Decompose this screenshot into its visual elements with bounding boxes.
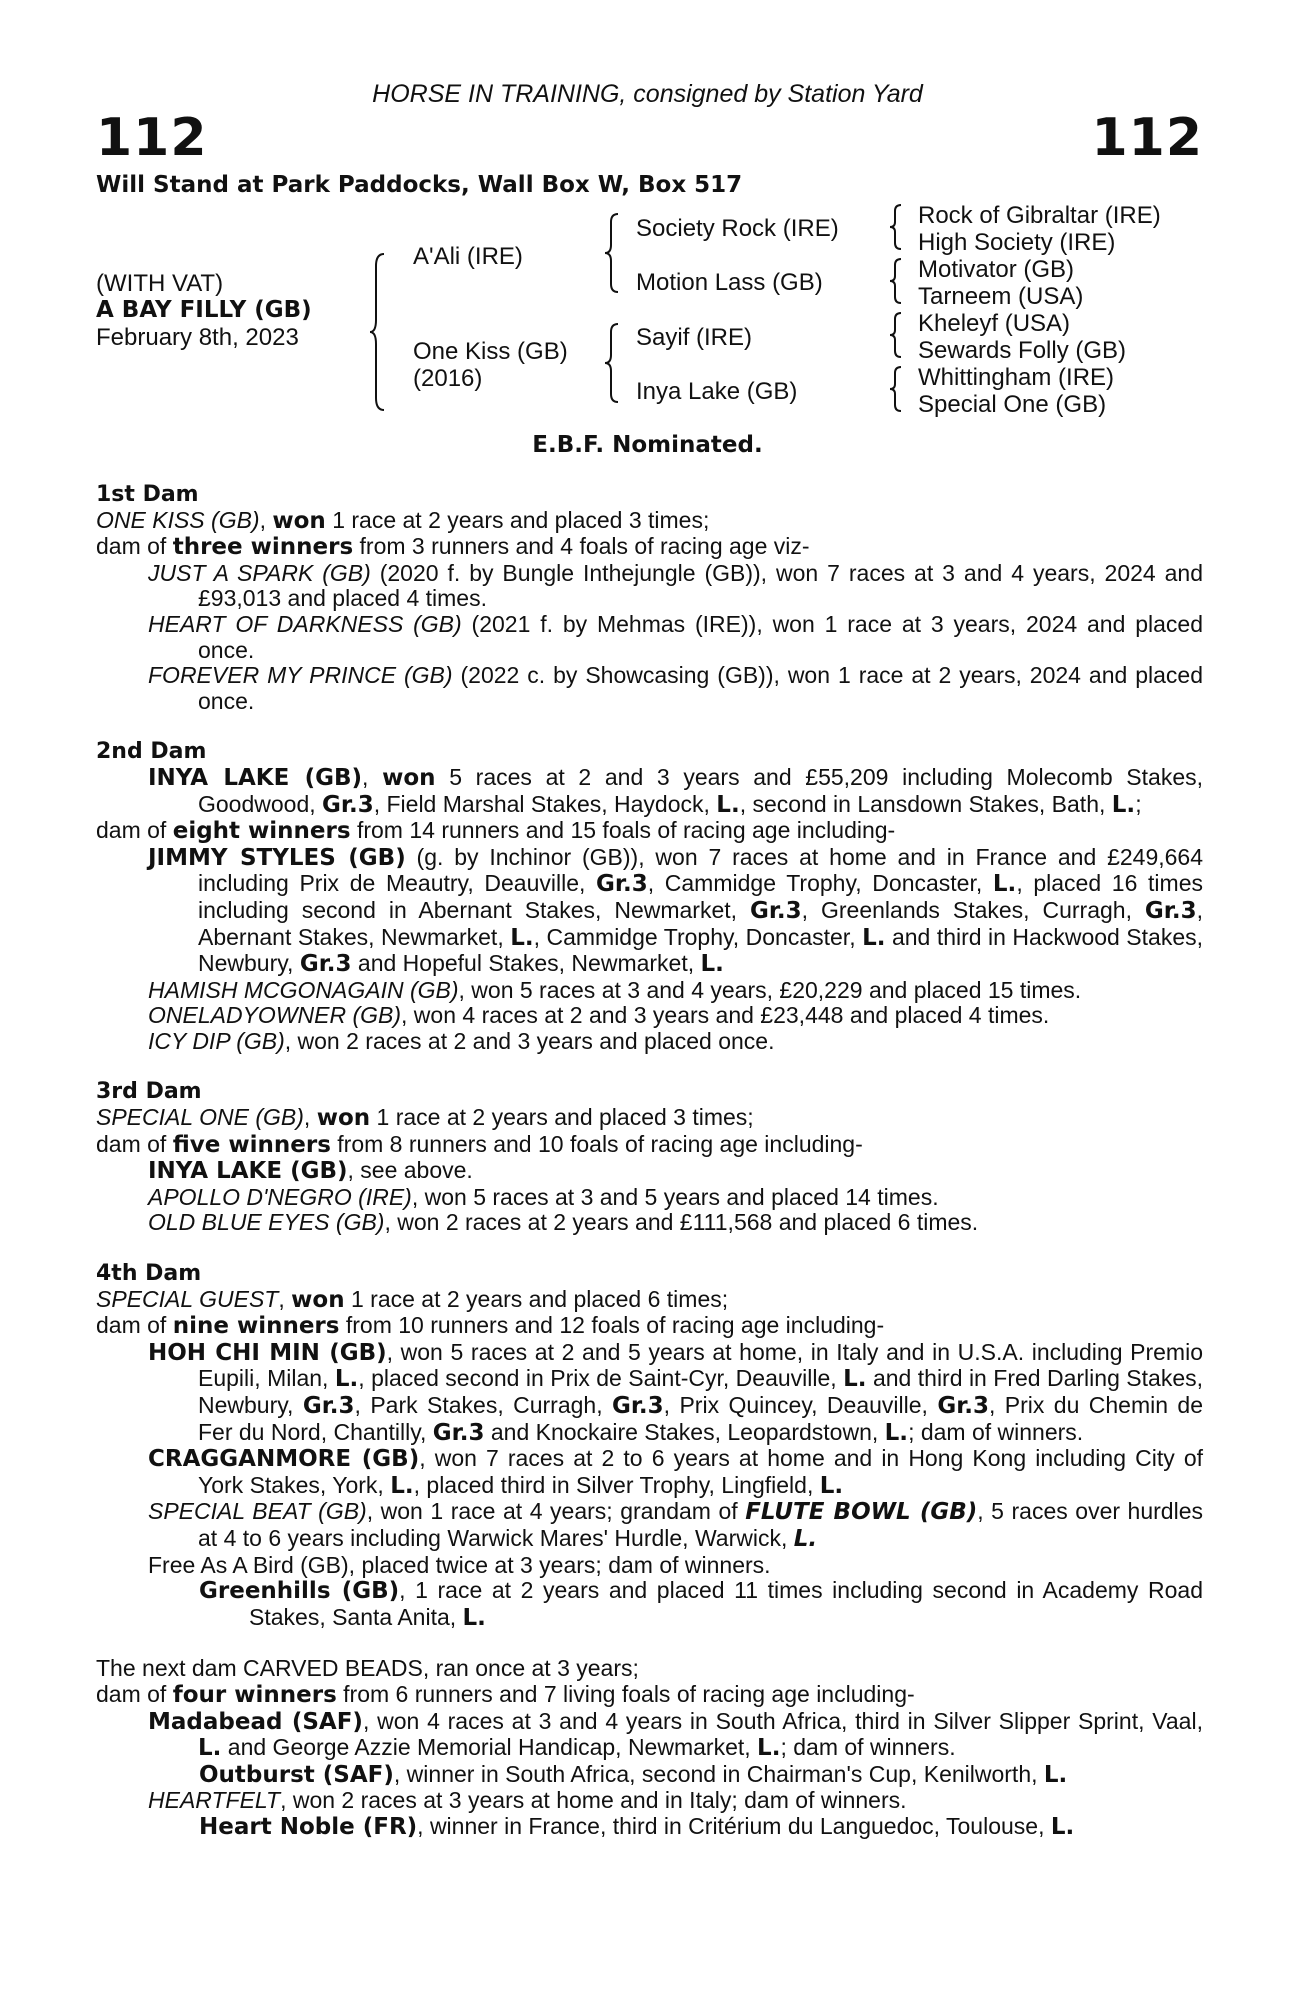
record-line bbox=[96, 1003, 1203, 1029]
g3-dam-dam-dam: Special One (GB) bbox=[918, 391, 1107, 418]
vat-note: (WITH VAT) bbox=[96, 270, 224, 297]
record-text: and Hopeful Stakes, Newmarket, bbox=[351, 950, 701, 977]
record-text: L. bbox=[1050, 1813, 1075, 1840]
record-text: four winners bbox=[172, 1681, 337, 1708]
record-text: won bbox=[382, 764, 436, 791]
record-text: (2021 f. by Mehmas (IRE)), won 1 race at 3 years, 2024 and placed once. bbox=[198, 610, 1203, 663]
record-text: Outburst (SAF) bbox=[199, 1761, 394, 1788]
record-text: dam of bbox=[96, 1312, 173, 1339]
record-text: L. bbox=[992, 871, 1017, 898]
record-line bbox=[96, 1788, 1203, 1814]
dam-dam: Inya Lake (GB) bbox=[636, 378, 798, 405]
record-text: L. bbox=[716, 791, 740, 818]
record-text: L. bbox=[884, 1419, 909, 1446]
pedigree-brace-sire bbox=[603, 212, 621, 294]
record-line bbox=[96, 1446, 1203, 1499]
sire-name: A'Ali (IRE) bbox=[413, 243, 523, 270]
dam-section bbox=[96, 1656, 1203, 1840]
sire-sire: Society Rock (IRE) bbox=[636, 215, 839, 242]
record-text: INYA LAKE (GB) bbox=[148, 1158, 348, 1185]
record-text: L. bbox=[757, 1735, 781, 1762]
record-text: ONE KISS (GB) bbox=[96, 506, 260, 533]
record-text: Gr.3 bbox=[611, 1393, 664, 1419]
record-text: L. bbox=[1043, 1761, 1068, 1788]
record-text: 1 race at 2 years and placed 3 times; bbox=[370, 1104, 754, 1131]
record-text: , won 5 races at 2 and 5 years at home, in Italy and in U.S.A. including Premio Eupili, Milan, bbox=[198, 1338, 1203, 1392]
section-heading: 3rd Dam bbox=[96, 1079, 202, 1105]
produce-record bbox=[96, 482, 1203, 1841]
record-text: won bbox=[291, 1286, 345, 1313]
record-text: three winners bbox=[172, 534, 354, 561]
record-text: JIMMY STYLES (GB) bbox=[148, 844, 406, 871]
record-text: ; dam of winners. bbox=[908, 1418, 1084, 1445]
record-line bbox=[96, 1158, 1203, 1185]
record-text: L. bbox=[819, 1472, 844, 1499]
record-text: dam of bbox=[96, 1680, 173, 1707]
record-line bbox=[96, 1287, 1203, 1314]
record-line bbox=[96, 1105, 1203, 1132]
g3-sire-sire-dam: High Society (IRE) bbox=[918, 229, 1116, 256]
record-text: won bbox=[316, 1105, 371, 1132]
record-text: , Abernant Stakes, Newmarket, bbox=[198, 896, 1203, 950]
record-text: , won 4 races at 3 and 4 years in South Africa, third in Silver Slipper Sprint, Vaal, bbox=[362, 1707, 1203, 1734]
record-text: and George Azzie Memorial Handicap, Newmarket, bbox=[221, 1734, 758, 1761]
foaling-date: February 8th, 2023 bbox=[96, 324, 299, 351]
record-text: , Greenlands Stakes, Curragh, bbox=[801, 896, 1145, 923]
record-text: , won 2 races at 2 years and £111,568 and placed 6 times. bbox=[384, 1209, 979, 1236]
record-text: , Prix Quincey, Deauville, bbox=[663, 1392, 938, 1418]
g3-sire-dam-dam: Tarneem (USA) bbox=[918, 283, 1084, 310]
stand-location: Will Stand at Park Paddocks, Wall Box W, Box 517 bbox=[96, 172, 743, 198]
record-text: Gr.3 bbox=[302, 1393, 355, 1419]
record-line bbox=[96, 1656, 1203, 1682]
record-line bbox=[96, 663, 1203, 714]
record-line bbox=[96, 1340, 1203, 1446]
section-heading: 4th Dam bbox=[96, 1261, 202, 1287]
record-text: 5 races at 2 and 3 years and £55,209 including Molecomb Stakes, Goodwood, bbox=[198, 763, 1204, 817]
dam-section bbox=[96, 482, 1203, 714]
record-text: Gr.3 bbox=[299, 951, 352, 978]
record-text: APOLLO D'NEGRO (IRE) bbox=[148, 1183, 412, 1210]
record-text: Gr.3 bbox=[322, 791, 374, 818]
record-text: Gr.3 bbox=[596, 871, 648, 898]
record-text: from 8 runners and 10 foals of racing age including- bbox=[330, 1130, 863, 1157]
record-text: , bbox=[259, 506, 273, 533]
record-text: FOREVER MY PRINCE (GB) bbox=[148, 662, 453, 689]
record-text: Gr.3 bbox=[749, 897, 802, 924]
record-text: INYA LAKE (GB) bbox=[148, 764, 363, 791]
record-text: L. bbox=[390, 1472, 414, 1499]
pedigree-brace-g3-1 bbox=[888, 203, 904, 251]
record-text: (2020 f. by Bungle Inthejungle (GB)), won 7 races at 3 and 4 years, 2024 and £93,013 and placed 4 times. bbox=[198, 559, 1204, 612]
dam-year: (2016) bbox=[413, 365, 483, 392]
section-heading: 1st Dam bbox=[96, 482, 199, 507]
record-line bbox=[96, 1578, 1203, 1631]
record-text: SPECIAL GUEST bbox=[96, 1285, 279, 1312]
pedigree-brace-g3-4 bbox=[888, 365, 904, 413]
dam-section bbox=[96, 1261, 1203, 1631]
record-text: , bbox=[303, 1104, 317, 1131]
record-text: won bbox=[272, 507, 326, 534]
record-text: , won 2 races at 2 and 3 years and placed once. bbox=[284, 1027, 775, 1054]
record-text: L. bbox=[334, 1366, 359, 1393]
record-line bbox=[96, 978, 1203, 1004]
record-text: Free As A Bird (GB), placed twice at 3 years; dam of winners. bbox=[148, 1551, 771, 1578]
record-text: L. bbox=[510, 924, 534, 951]
record-line bbox=[96, 1499, 1203, 1552]
record-text: eight winners bbox=[172, 818, 351, 845]
record-text: ICY DIP (GB) bbox=[148, 1027, 285, 1054]
record-text: SPECIAL ONE (GB) bbox=[96, 1104, 304, 1131]
sire-dam: Motion Lass (GB) bbox=[636, 269, 823, 296]
record-text: Gr.3 bbox=[937, 1393, 989, 1419]
record-line bbox=[96, 1553, 1203, 1579]
record-line bbox=[96, 534, 1203, 561]
record-text: HAMISH MCGONAGAIN (GB) bbox=[148, 976, 459, 1003]
record-text: OLD BLUE EYES (GB) bbox=[148, 1209, 385, 1236]
record-text: and Knockaire Stakes, Leopardstown, bbox=[484, 1418, 885, 1445]
record-text: L. bbox=[862, 924, 886, 951]
record-text: The next dam CARVED BEADS, ran once at 3 years; bbox=[96, 1655, 639, 1682]
record-text: L. bbox=[1111, 791, 1136, 818]
g3-dam-sire-sire: Kheleyf (USA) bbox=[918, 310, 1071, 337]
record-text: , winner in France, third in Critérium du Languedoc, Toulouse, bbox=[417, 1812, 1051, 1839]
dam-section bbox=[96, 739, 1203, 1054]
record-text: , won 5 races at 3 and 4 years, £20,229 and placed 15 times. bbox=[458, 976, 1082, 1003]
record-text: L. bbox=[793, 1525, 818, 1552]
record-text: FLUTE BOWL (GB) bbox=[745, 1499, 978, 1526]
record-text: L. bbox=[843, 1366, 867, 1393]
record-text: , see above. bbox=[347, 1157, 473, 1184]
record-text: (g. by Inchinor (GB)), won 7 races at home and in France and £249,664 including Prix de Meautry, Deauville, bbox=[198, 843, 1203, 897]
record-text: , won 7 races at 2 to 6 years at home and in Hong Kong including City of York Stakes, York, bbox=[198, 1445, 1203, 1498]
pedigree-brace-dam bbox=[603, 322, 621, 404]
record-text: CRAGGANMORE (GB) bbox=[148, 1446, 420, 1473]
record-text: 1 race at 2 years and placed 3 times; bbox=[325, 506, 710, 533]
record-text: five winners bbox=[172, 1131, 331, 1158]
record-text: HEART OF DARKNESS (GB) bbox=[148, 610, 462, 637]
ebf-nomination: E.B.F. Nominated. bbox=[532, 432, 763, 458]
record-text: HEARTFELT bbox=[148, 1787, 281, 1814]
record-text: Heart Noble (FR) bbox=[199, 1813, 418, 1840]
record-text: , won 5 races at 3 and 5 years and placed 14 times. bbox=[411, 1183, 939, 1210]
horse-name: A BAY FILLY (GB) bbox=[96, 297, 312, 323]
record-text: , bbox=[362, 763, 383, 790]
record-text: ; dam of winners. bbox=[780, 1734, 956, 1761]
record-text: , won 4 races at 2 and 3 years and £23,448 and placed 4 times. bbox=[401, 1002, 1050, 1029]
record-line bbox=[96, 561, 1203, 612]
record-line bbox=[96, 1185, 1203, 1211]
record-line bbox=[96, 1682, 1203, 1709]
record-text: , Prix du Chemin de Fer du Nord, Chantilly, bbox=[198, 1392, 1203, 1445]
pedigree-brace-g3-2 bbox=[888, 257, 904, 305]
pedigree-brace-g3-3 bbox=[888, 311, 904, 359]
record-text: from 3 runners and 4 foals of racing age viz- bbox=[353, 533, 810, 560]
pedigree-brace-main bbox=[368, 252, 388, 412]
lot-number-left: 112 bbox=[96, 108, 208, 168]
record-line bbox=[96, 1313, 1203, 1340]
record-line bbox=[96, 1210, 1203, 1236]
catalogue-title: HORSE IN TRAINING, consigned by Station Yard bbox=[372, 80, 923, 108]
record-text: from 14 runners and 15 foals of racing age including- bbox=[350, 817, 896, 844]
record-text: , placed second in Prix de Saint-Cyr, Deauville, bbox=[358, 1365, 844, 1392]
record-text: and third in Hackwood Stakes, Newbury, bbox=[198, 923, 1203, 977]
record-line bbox=[96, 1762, 1203, 1789]
record-text: L. bbox=[700, 951, 724, 978]
record-text: Greenhills (GB) bbox=[199, 1578, 400, 1605]
record-text: L. bbox=[462, 1604, 486, 1631]
record-text: , bbox=[278, 1285, 292, 1312]
record-text: , 1 race at 2 years and placed 11 times including second in Academy Road Stakes, Santa Anita, bbox=[249, 1577, 1203, 1630]
record-text: dam of bbox=[96, 817, 173, 844]
record-text: , Cammidge Trophy, Doncaster, bbox=[533, 923, 863, 950]
record-text: and third in Fred Darling Stakes, Newbury, bbox=[198, 1365, 1203, 1418]
record-line bbox=[96, 1814, 1203, 1841]
record-text: Madabead (SAF) bbox=[148, 1708, 363, 1735]
record-text: , winner in South Africa, second in Chairman's Cup, Kenilworth, bbox=[393, 1760, 1044, 1787]
section-heading: 2nd Dam bbox=[96, 739, 207, 765]
record-text: HOH CHI MIN (GB) bbox=[148, 1339, 387, 1366]
record-line bbox=[96, 508, 1203, 535]
record-line bbox=[96, 765, 1203, 818]
record-text: 1 race at 2 years and placed 6 times; bbox=[344, 1285, 729, 1312]
record-text: , won 2 races at 3 years at home and in Italy; dam of winners. bbox=[280, 1787, 907, 1814]
record-text: , placed 16 times including second in Abernant Stakes, Newmarket, bbox=[198, 870, 1203, 923]
record-text: dam of bbox=[96, 533, 173, 560]
record-text: , 5 races over hurdles at 4 to 6 years including Warwick Mares' Hurdle, Warwick, bbox=[198, 1498, 1203, 1551]
record-text: JUST A SPARK (GB) bbox=[148, 559, 371, 586]
record-line bbox=[96, 1709, 1203, 1762]
record-line bbox=[96, 1132, 1203, 1159]
record-text: from 10 runners and 12 foals of racing age including- bbox=[339, 1312, 885, 1339]
record-text: , won 1 race at 4 years; grandam of bbox=[366, 1498, 746, 1525]
record-text: , Field Marshal Stakes, Haydock, bbox=[373, 790, 717, 817]
record-text: Gr.3 bbox=[1144, 897, 1197, 924]
record-text: dam of bbox=[96, 1130, 173, 1157]
record-text: nine winners bbox=[172, 1313, 340, 1340]
dam-sire: Sayif (IRE) bbox=[636, 324, 753, 351]
record-text: , placed third in Silver Trophy, Lingfield, bbox=[413, 1471, 820, 1498]
record-text: , Cammidge Trophy, Doncaster, bbox=[647, 870, 993, 897]
record-text: Gr.3 bbox=[432, 1419, 485, 1446]
dam-section bbox=[96, 1079, 1203, 1236]
record-line bbox=[96, 1029, 1203, 1055]
record-text: L. bbox=[198, 1735, 222, 1762]
record-text: (2022 c. by Showcasing (GB)), won 1 race at 2 years, 2024 and placed once. bbox=[198, 662, 1204, 714]
record-line bbox=[96, 818, 1203, 845]
g3-sire-dam-sire: Motivator (GB) bbox=[918, 256, 1075, 283]
record-text: ONELADYOWNER (GB) bbox=[148, 1002, 402, 1029]
g3-dam-sire-dam: Sewards Folly (GB) bbox=[918, 337, 1127, 364]
g3-dam-dam-sire: Whittingham (IRE) bbox=[918, 364, 1115, 391]
record-text: ; bbox=[1135, 790, 1142, 817]
g3-sire-sire-sire: Rock of Gibraltar (IRE) bbox=[918, 202, 1161, 229]
record-text: SPECIAL BEAT (GB) bbox=[148, 1498, 367, 1525]
dam-name: One Kiss (GB) bbox=[413, 338, 568, 365]
record-text: , second in Lansdown Stakes, Bath, bbox=[739, 790, 1112, 817]
lot-number-right: 112 bbox=[1091, 108, 1203, 168]
record-line bbox=[96, 845, 1203, 978]
record-text: from 6 runners and 7 living foals of racing age including- bbox=[336, 1680, 915, 1707]
record-line bbox=[96, 612, 1203, 663]
record-text: , Park Stakes, Curragh, bbox=[354, 1392, 612, 1418]
